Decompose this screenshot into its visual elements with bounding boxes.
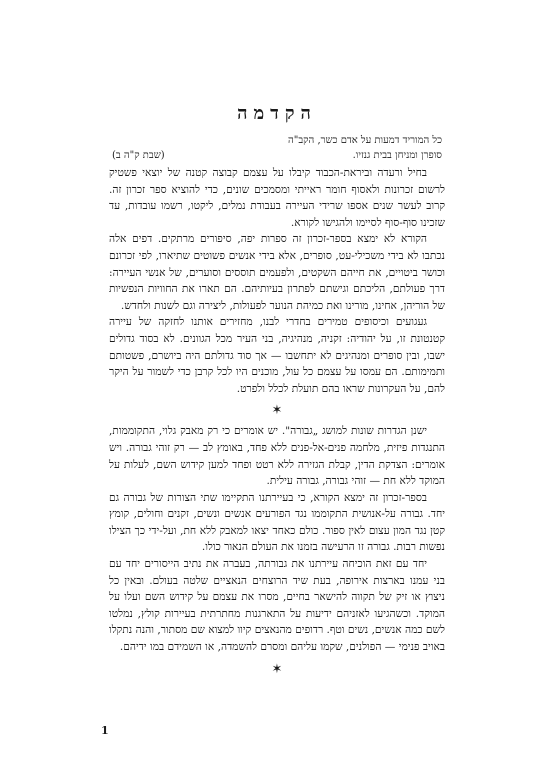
- paragraph: בחיל ורעדה וביראת-הכבוד קיבלו על עצמם קבוצה קטנה של יוצאי פשטיק לרשום זכרונות ולאסוף חומר ראייתי ומסמכים שונים, כדי להוציא ספר זכרון זה. קרוב לעשר שנים אספו שרידי העיירה בעבודת נמלים, ליקטו, רשמו עובדות, עד שזכינו סוף-סוף לסיימו ולהגישו לקורא.: [109, 167, 445, 229]
- paragraph: יחד עם זאת הוכיחה עיירתנו את גבורתה, בעברה את נתיב הייסורים יחד עם בני עמנו בארצות אירופה, בעת שיד הרוצחים הנאציים שלטה בעולם. ובאין כל ניצוץ או זיק של תקווה להישאר בחיים, מסרו את עצמם על קידוש השם ועלו על המוקד. וכשהגיעו לאזניהם ידיעות על התארגנות מחתרתית בעיירות קולץ, נמלטו לשם כמה אנשים, נשים וטף. רדופים מהנאצים קיוו למצוא שם מסתור, והנה נתקלו באויב פנימי — הפולנים, שקמו עליהם ומסרם להשמדה, או השמידם במו ידיהם.: [109, 558, 445, 654]
- body-text: [109, 165, 445, 682]
- section-separator-star: ✶: [271, 661, 283, 677]
- epigraph-line-2-row: [112, 148, 442, 163]
- paragraph: בספר-זכרון זה ימצא הקורא, כי בעיירתנו התקיימו שתי הצורות של גבורה גם יחד. גבורה על-אנושית התקוממו נגד הפורעים אנשים ונשים, זקנים וחולים, קומץ קטן נגד המון עצום לאין ספור. כולם כאחד יצאו למאבק ללא חת, ועל-ידי כך הצילו נפשות רבות. גבורה זו הרעישה בזמנו את העולם הנאור כולו.: [109, 491, 445, 554]
- page-number: 1: [101, 724, 109, 737]
- epigraph-line-1: כל המוריד דמעות על אדם כשר, הקב"ה: [288, 135, 442, 146]
- epigraph: [112, 133, 442, 163]
- paragraph: געגועים וכיסופים טמירים בחדרי לבנו, מחזירים אותנו לחזקה של עיירה קטנטונת זו, על יהודיה: זקניה, מנהיגיה, בני העיר מכל הגוונים. לא בסוד גדולים ישבו, ובין סופרים ומנהיגים לא יתחשבו — אך סוד גדולתם היה ביושרם, פשטותם ותמימותם. הם עמסו על עצמם כל עול, מוכנים היו לכל קרבן כדי לשמור על היקר להם, על העקרונות שראו בהם תועלת לכלל ולפרט.: [109, 316, 445, 395]
- section-separator-star: ✶: [271, 403, 283, 419]
- paragraph: ישנן הגדרות שונות למושג „גבורה". יש אומרים כי רק מאבק גלוי, התקוממות, התנגדות פיזית, מלחמה פנים-אל-פנים ללא פחד, באומץ לב — רק זוהי גבורה. ויש אומרים: הצדקת הדין, קבלת הגזירה ללא רטט ופחד למען קידוש השם, לעלות על המוקד ללא חת — זוהי גבורה, גבורה עילית.: [109, 425, 445, 488]
- page-title: הקדמה: [237, 103, 317, 124]
- epigraph-line-2: סופרן ומניחן בבית גנזיו.: [352, 150, 442, 161]
- epigraph-source: (שבת ק"ה ב): [112, 150, 165, 161]
- paragraph: הקורא לא ימצא בספר-זכרון זה ספרות יפה, סיפורים מרתקים. דפים אלה נכתבו לא בידי משכילי-עט, סופרים, אלא בידי אנשים פשוטים שתיארו, לפי זכרונם וכושר ביטויים, את חייהם השקטים, ולפעמים תוססים וסוערים, של אנשי העיירה: דרך פעולתם, הליכתם וגישתם לפתרון בעיותיהם. הם תארו את החוויות הנפשיות של הוריהן, אחינו, מורינו ואת כמיהת הנוער לפעולות, ליצירה וגם לשנות ולחדש.: [109, 233, 445, 312]
